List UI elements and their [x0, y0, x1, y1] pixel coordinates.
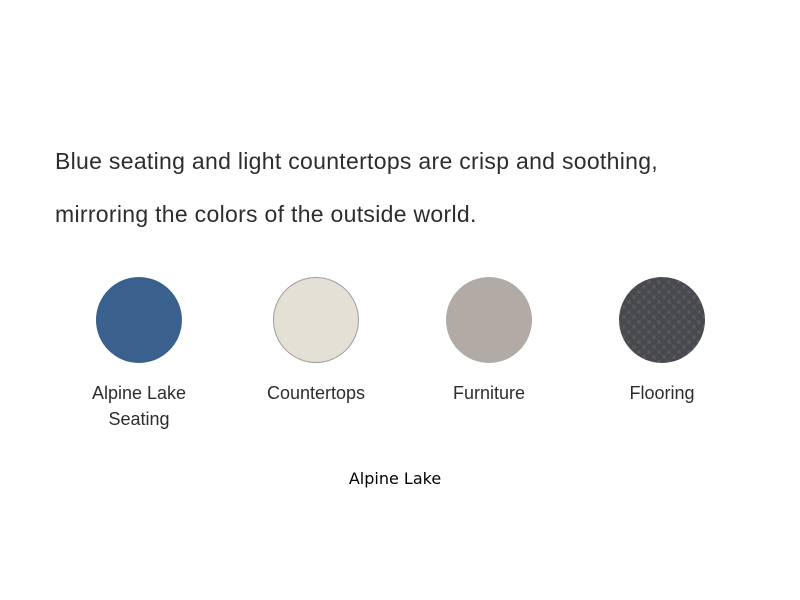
swatch-label-line-1: Countertops — [266, 383, 366, 403]
swatch-label-flooring — [619, 380, 705, 406]
flooring-color-swatch — [619, 277, 705, 363]
swatch-alpine-lake-seating — [92, 277, 186, 432]
swatch-flooring — [619, 277, 705, 406]
swatch-label-furniture — [446, 380, 532, 406]
furniture-color-swatch — [446, 277, 532, 363]
swatch-furniture — [446, 277, 532, 406]
swatch-label-line-1: Alpine Lake — [91, 383, 187, 403]
description-text — [55, 135, 755, 241]
swatch-label-line-1: Flooring — [629, 383, 695, 403]
swatch-label-countertops — [267, 380, 365, 406]
swatch-countertops — [267, 277, 365, 406]
alpine-lake-seating-color-swatch — [96, 277, 182, 363]
countertops-color-swatch — [273, 277, 359, 363]
swatch-label-line-1: Furniture — [452, 383, 526, 403]
image-caption: Alpine Lake — [348, 469, 442, 488]
swatch-label-line-2: Seating — [108, 409, 170, 429]
description-line-1: Blue seating and light countertops are crisp and soothing, — [55, 148, 659, 174]
swatch-label-alpine-lake-seating — [92, 380, 186, 432]
description-line-2: mirroring the colors of the outside world. — [55, 201, 477, 227]
